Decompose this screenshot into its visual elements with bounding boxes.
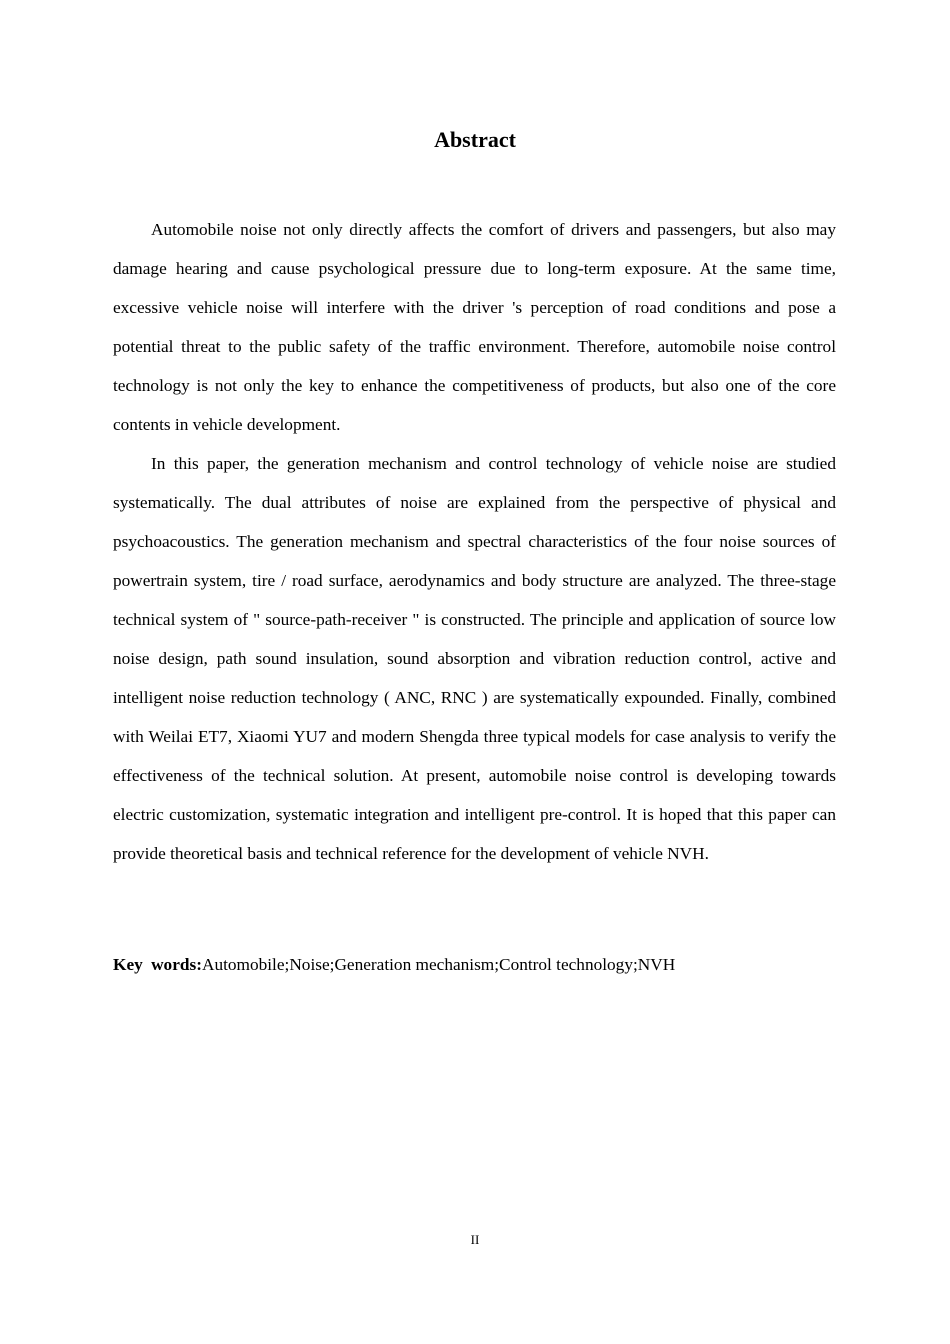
abstract-paragraph-1: Automobile noise not only directly affects the comfort of drivers and passengers, but also may damage hearing and cause psychological pressure due to long-term exposure. At the same time, excessive vehicle noise will interfere with the driver 's perception of road conditions and pose a potential threat to the public safety of the traffic environment. Therefore, automobile noise control technology is not only the key to enhance the competitiveness of products, but also one of the core contents in vehicle development. <box>113 220 836 434</box>
keywords-value: Automobile;Noise;Generation mechanism;Control technology;NVH <box>201 955 676 974</box>
abstract-title: Abstract <box>434 127 516 152</box>
abstract-paragraph-2: In this paper, the generation mechanism and control technology of vehicle noise are studied systematically. The dual attributes of noise are explained from the perspective of physical and psychoacoustics. The generation mechanism and spectral characteristics of the four noise sources of powertrain system, tire / road surface, aerodynamics and body structure are analyzed. The three-stage technical system of " source-path-receiver " is constructed. The principle and application of source low noise design, path sound insulation, sound absorption and vibration reduction control, active and intelligent noise reduction technology ( ANC, RNC ) are systematically expounded. Finally, combined with Weilai ET7, Xiaomi YU7 and modern Shengda three typical models for case analysis to verify the effectiveness of the technical solution. At present, automobile noise control is developing towards electric customization, systematic integration and intelligent pre-control. It is hoped that this paper can provide theoretical basis and technical reference for the development of vehicle NVH. <box>113 454 836 863</box>
keywords-line <box>113 945 836 984</box>
abstract-body <box>113 210 836 873</box>
keywords-label: Key words: <box>113 955 202 974</box>
page-number: II <box>470 1232 480 1247</box>
